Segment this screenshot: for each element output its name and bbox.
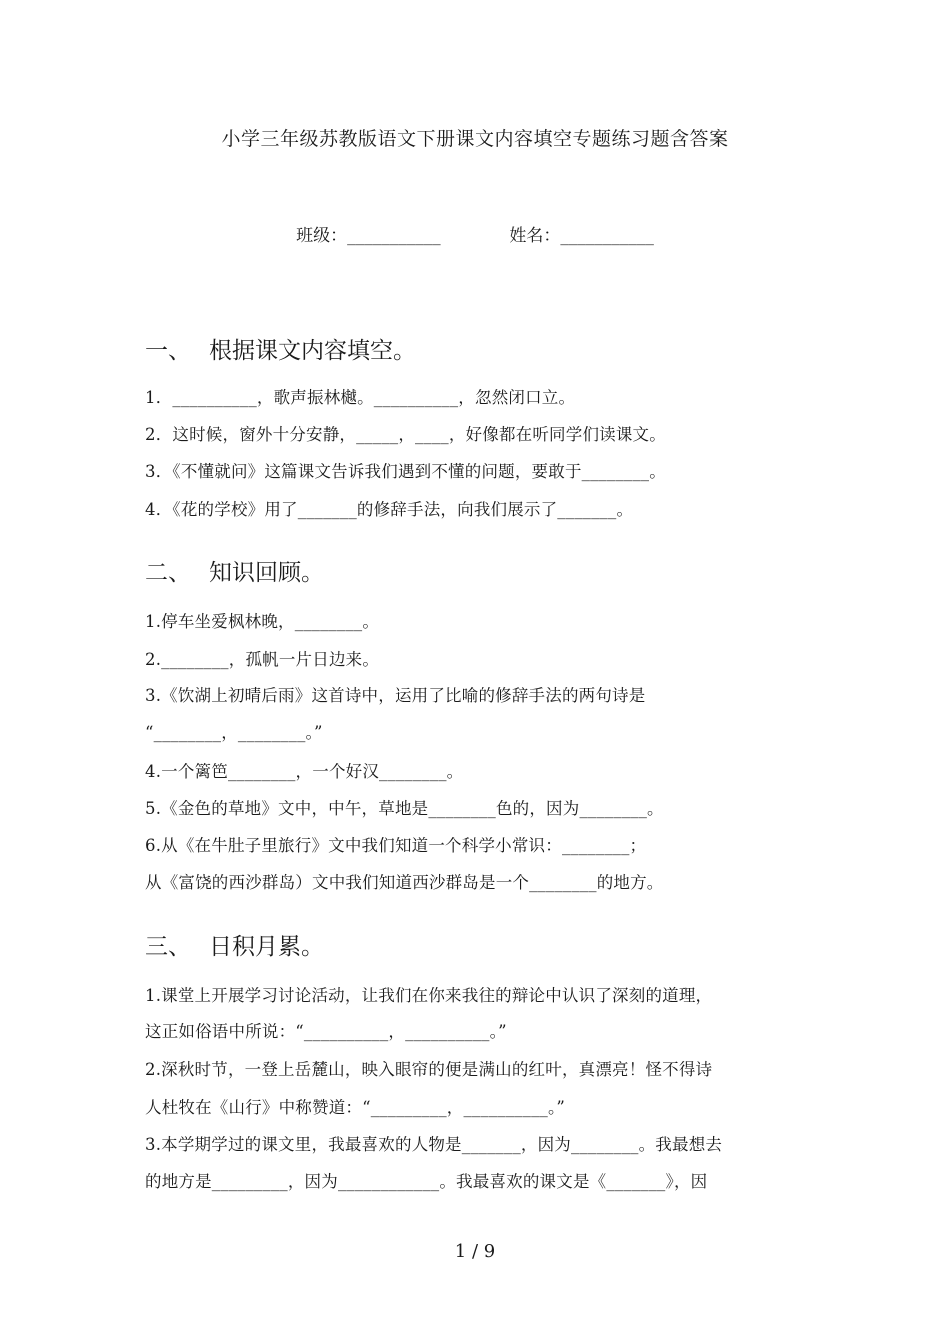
section-title: 根据课文内容填空。 (209, 338, 416, 364)
question-line: 从《富饶的西沙群岛）文中我们知道西沙群岛是一个________的地方。 (145, 873, 664, 892)
question-line: 6.从《在牛肚子里旅行》文中我们知道一个科学小常识：________； (145, 836, 647, 855)
section-number: 一、 (145, 338, 191, 364)
section-heading-3 (145, 928, 324, 961)
page-number: 1 / 9 (454, 1241, 496, 1262)
section-title: 知识回顾。 (209, 560, 324, 586)
question-line: 1.停车坐爱枫林晚，________。 (145, 612, 380, 631)
question-line: 1．__________，歌声振林樾。__________，忽然闭口立。 (145, 388, 576, 407)
question-line: “________，________。” (145, 723, 323, 742)
question-line: 2.深秋时节，一登上岳麓山，映入眼帘的便是满山的红叶，真漂亮！怪不得诗 (145, 1060, 713, 1079)
question-line: 1.课堂上开展学习讨论活动，让我们在你来我往的辩论中认识了深刻的道理， (145, 986, 713, 1005)
document-title: 小学三年级苏教版语文下册课文内容填空专题练习题含答案 (221, 128, 729, 150)
question-line: 2.________，孤帆一片日边来。 (145, 650, 380, 669)
question-line: 5.《金色的草地》文中，中午，草地是________色的，因为________。 (145, 799, 664, 818)
question-line: 4.一个篱笆________，一个好汉________。 (145, 762, 464, 781)
name-field[interactable]: 姓名：___________ (509, 226, 654, 246)
question-line: 3.本学期学过的课文里，我最喜欢的人物是_______，因为________。我最想去 (145, 1135, 723, 1154)
question-line: 的地方是_________，因为____________。我最喜欢的课文是《_______》，因 (145, 1172, 708, 1191)
question-line: 3.《饮湖上初晴后雨》这首诗中，运用了比喻的修辞手法的两句诗是 (145, 686, 646, 705)
question-line: 人杜牧在《山行》中称赞道：“_________，__________。” (145, 1098, 566, 1117)
question-line: 3．《不懂就问》这篇课文告诉我们遇到不懂的问题，要敢于________。 (145, 462, 666, 481)
section-title: 日积月累。 (209, 934, 324, 960)
section-number: 二、 (145, 560, 191, 586)
section-number: 三、 (145, 934, 191, 960)
question-line: 4．《花的学校》用了_______的修辞手法，向我们展示了_______。 (145, 500, 634, 519)
question-line: 2．这时候，窗外十分安静，_____，____，好像都在听同学们读课文。 (145, 425, 666, 444)
student-info-row (0, 221, 950, 246)
section-heading-2 (145, 554, 324, 587)
section-heading-1 (145, 332, 416, 365)
class-field[interactable]: 班级：___________ (296, 226, 441, 246)
question-line: 这正如俗语中所说：“__________，__________。” (145, 1022, 507, 1041)
